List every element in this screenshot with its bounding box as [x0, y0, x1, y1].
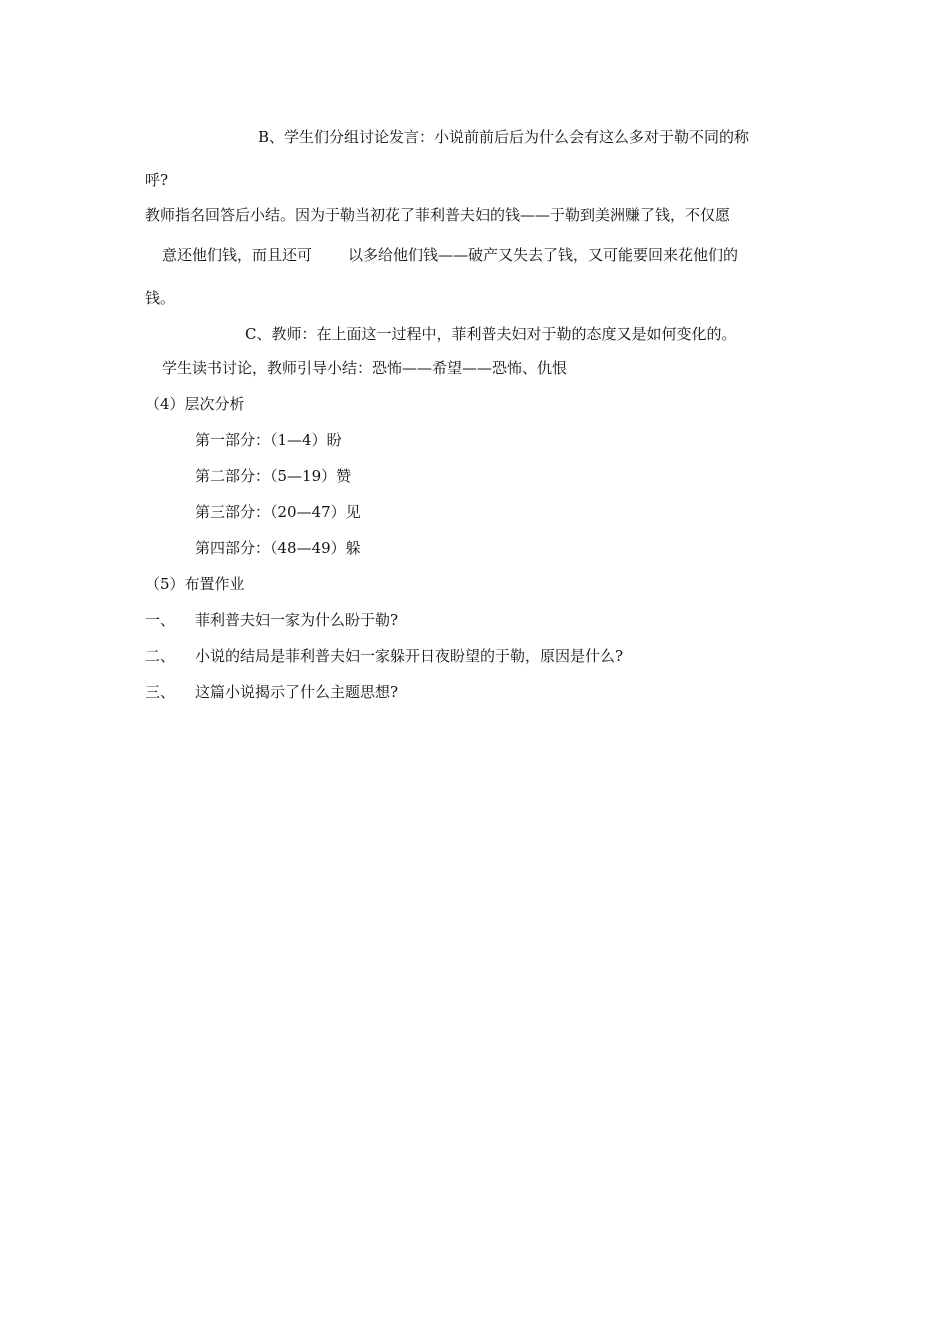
homework-heading: （5）布置作业 — [145, 575, 245, 593]
homework-item-2-number: 二、 — [145, 647, 176, 665]
analysis-part-3: 第三部分：（20—47）见 — [195, 503, 361, 521]
teacher-summary-line-2b: 以多给他们钱——破产又失去了钱，又可能要回来花他们的 — [348, 246, 739, 264]
homework-item-2-text: 小说的结局是菲利普夫妇一家躲开日夜盼望的于勒，原因是什么? — [195, 647, 624, 665]
discussion-c-summary: 学生读书讨论，教师引导小结：恐怖——希望——恐怖、仇恨 — [162, 359, 568, 377]
analysis-heading: （4）层次分析 — [145, 395, 245, 413]
analysis-part-2: 第二部分：（5—19）赞 — [195, 467, 352, 485]
discussion-b-line-1: B、学生们分组讨论发言：小说前前后后为什么会有这么多对于勒不同的称 — [258, 128, 750, 146]
teacher-summary-line-2 — [162, 245, 738, 265]
analysis-part-4: 第四部分：（48—49）躲 — [195, 539, 361, 557]
teacher-summary-line-1: 教师指名回答后小结。因为于勒当初花了菲利普夫妇的钱——于勒到美洲赚了钱，不仅愿 — [145, 206, 731, 224]
homework-item-1-text: 菲利普夫妇一家为什么盼于勒? — [195, 611, 399, 629]
teacher-summary-line-3: 钱。 — [145, 289, 176, 307]
homework-item-3-text: 这篇小说揭示了什么主题思想? — [195, 683, 399, 701]
discussion-b-line-2: 呼? — [145, 171, 169, 189]
teacher-summary-line-2a: 意还他们钱，而且还可 — [162, 246, 313, 264]
analysis-part-1: 第一部分：（1—4）盼 — [195, 431, 342, 449]
homework-item-1-number: 一、 — [145, 611, 176, 629]
discussion-c-line: C、教师：在上面这一过程中，菲利普夫妇对于勒的态度又是如何变化的。 — [245, 325, 737, 343]
homework-item-3-number: 三、 — [145, 683, 176, 701]
